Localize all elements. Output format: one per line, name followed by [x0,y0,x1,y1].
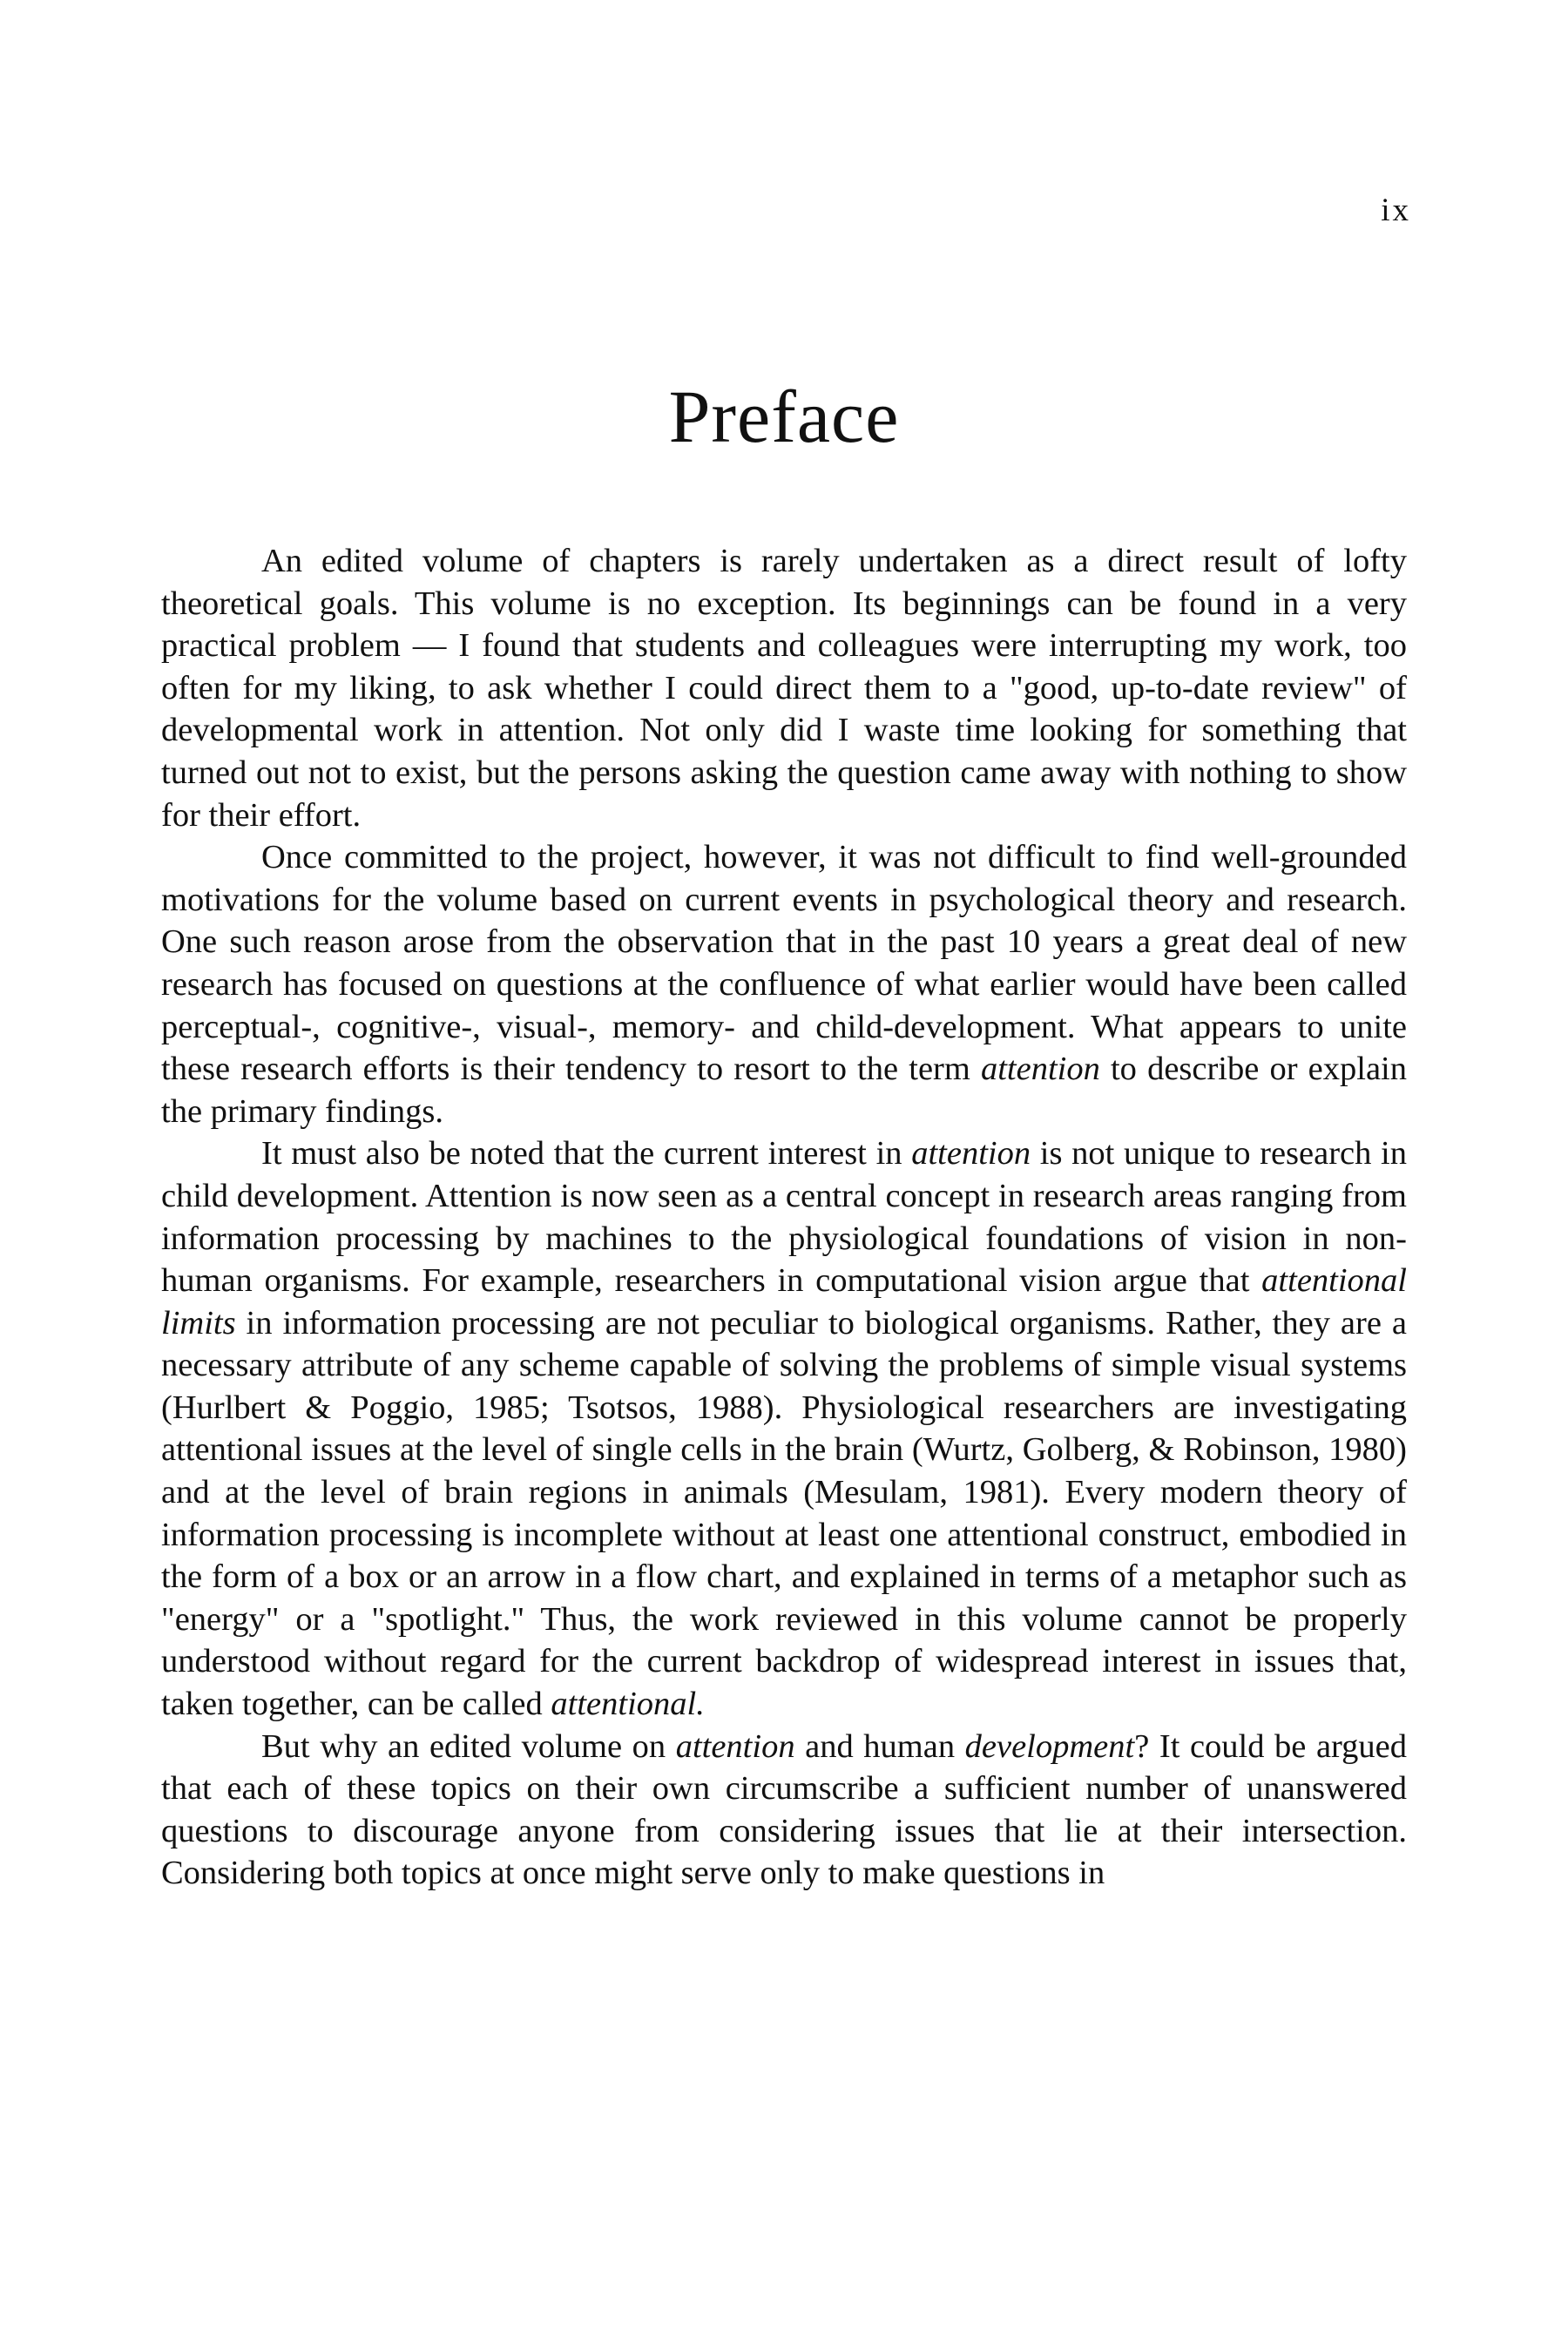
text-segment: But why an edited volume on [261,1727,676,1765]
paragraph [161,1132,1407,1725]
preface-body [161,540,1407,1895]
page-number: ix [1381,193,1411,228]
italic-term: attentional limits [161,1262,1407,1342]
text-segment: ? It could be argued that each of these topics on their own circumscribe a sufficient number of unanswered questions to discourage anyone from considering issues that lie at their intersection. Considering both topics at once might serve only to make questions in [161,1727,1408,1892]
text-segment: is not unique to research in child development. Attention is now seen as a central concept in research areas ranging from information processing by machines to the physiological foundations of vision in non-human organisms. For example, researchers in computational vision argue that [161,1135,1407,1300]
page-title: Preface [668,375,900,458]
italic-term: attention [911,1135,1031,1173]
text-segment: in information processing are not peculiar to biological organisms. Rather, they are a necessary attribute of any scheme capable of solving the problems of simple visual systems (Hurlbert & Poggio, 1985; Tsotsos, 1988). Physiological researchers are investigating attentional issues at the level of single cells in the brain (Wurtz, Golberg, & Robinson, 1980) and at the level of brain regions in animals (Mesulam, 1981). Every modern theory of information processing is incomplete without at least one attentional construct, embodied in the form of a box or an arrow in a flow chart, and explained in terms of a metaphor such as "energy" or a "spotlight." Thus, the work reviewed in this volume cannot be properly understood without regard for the current backdrop of widespread interest in issues that, taken together, can be called [161,1304,1407,1723]
text-segment: to describe or explain the primary findings. [161,1051,1407,1130]
text-segment: Once committed to the project, however, it was not difficult to find well-grounded motivations for the volume based on current events in psychological theory and research. One such reason arose from the observation that in the past 10 years a great deal of new research has focused on questions at the confluence of what earlier would have been called perceptual-, cognitive-, visual-, memory- and child-development. What appears to unite these research efforts is their tendency to resort to the term [161,839,1407,1088]
italic-term: development [964,1727,1135,1765]
italic-term: attention [980,1051,1100,1088]
italic-term: attention [675,1727,795,1765]
text-segment: It must also be noted that the current interest in [261,1135,912,1173]
paragraph [161,540,1407,836]
paragraph [161,836,1407,1132]
paragraph [161,1726,1407,1895]
text-segment: An edited volume of chapters is rarely undertaken as a direct result of lofty theoretical goals. This volume is no exception. Its beginnings can be found in a very practical problem — I found that students and colleagues were interrupting my work, too often for my liking, to ask whether I could direct them to a "good, up-to-date review" of developmental work in attention. Not only did I waste time looking for something that turned out not to exist, but the persons asking the question came away with nothing to show for their effort. [161,543,1407,834]
italic-term: attentional. [551,1686,705,1723]
text-segment: and human [794,1727,965,1765]
